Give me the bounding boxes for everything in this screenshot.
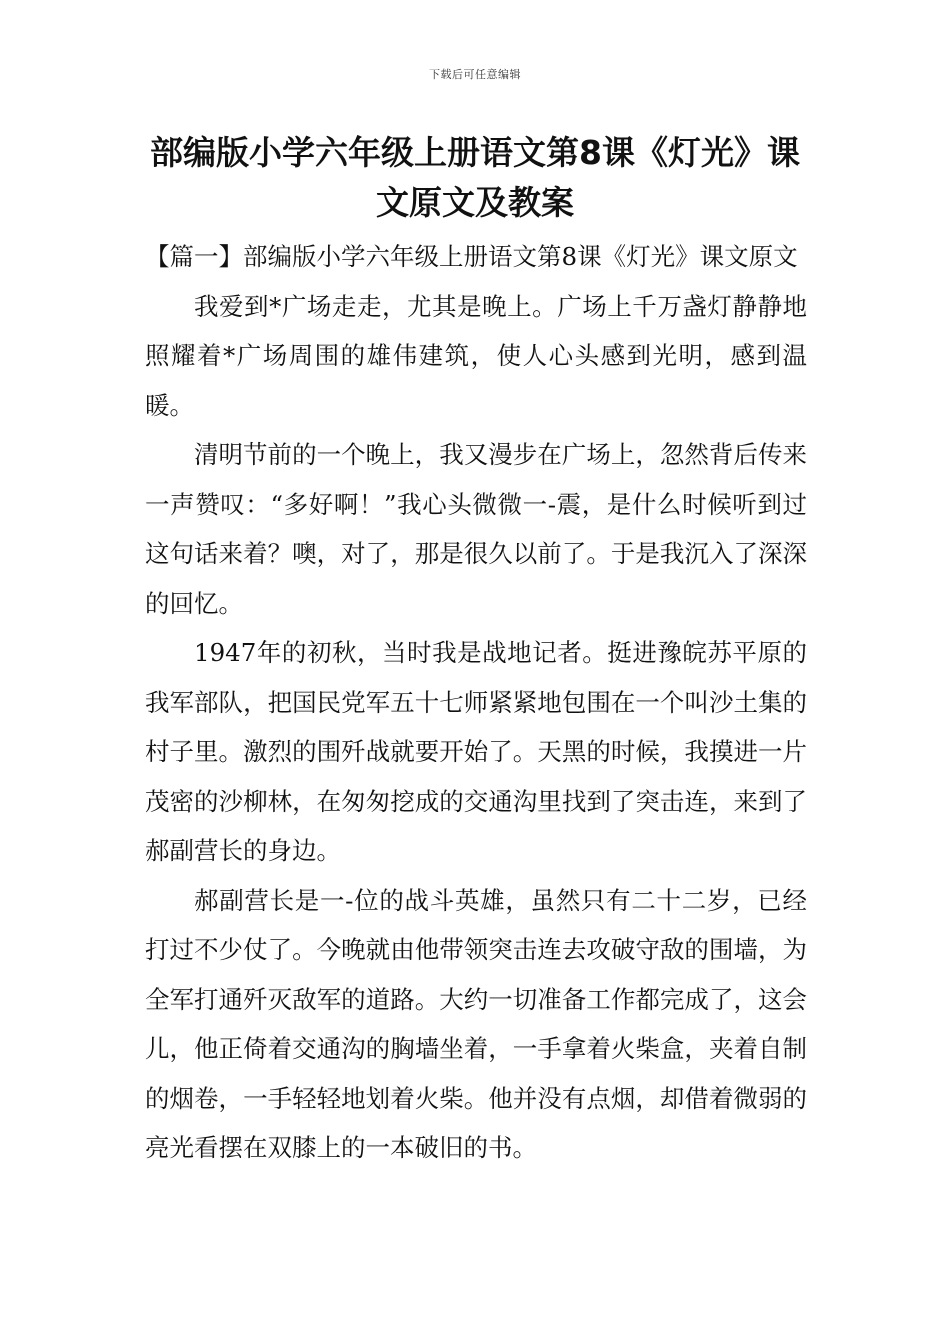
document-body — [145, 232, 807, 1173]
section-heading: 【篇一】部编版小学六年级上册语文第8课《灯光》课文原文 — [145, 242, 798, 271]
paragraph-4: 郝副营长是一-位的战斗英雄，虽然只有二十二岁，已经打过不少仗了。今晚就由他带领突击连去攻破守敌的围墙，为全军打通歼灭敌军的道路。大约一切准备工作都完成了，这会儿，他正倚着交通沟的胸墙坐着，一手拿着火柴盒，夹着自制的烟卷，一手轻轻地划着火柴。他并没有点烟，却借着微弱的亮光看摆在双膝上的一本破旧的书。 — [145, 885, 807, 1162]
paragraph-1: 我爱到*广场走走，尤其是晚上。广场上千万盏灯静静地照耀着*广场周围的雄伟建筑，使人心头感到光明，感到温暖。 — [145, 291, 807, 420]
paragraph-3: 1947年的初秋，当时我是战地记者。挺进豫皖苏平原的我军部队，把国民党军五十七师紧紧地包围在一个叫沙土集的村子里。激烈的围歼战就要开始了。天黑的时候，我摸进一片茂密的沙柳林，在匆匆挖成的交通沟里找到了突击连，来到了郝副营长的身边。 — [145, 638, 807, 865]
header-note: 下载后可任意编辑 — [429, 68, 521, 81]
paragraph-2: 清明节前的一个晚上，我又漫步在广场上，忽然背后传来一声赞叹：“多好啊！”我心头微微一-震，是什么时候听到过这句话来着？噢，对了，那是很久以前了。于是我沉入了深深的回忆。 — [145, 440, 807, 618]
document-title: 部编版小学六年级上册语文第8课《灯光》课文原文及教案 — [150, 133, 800, 222]
